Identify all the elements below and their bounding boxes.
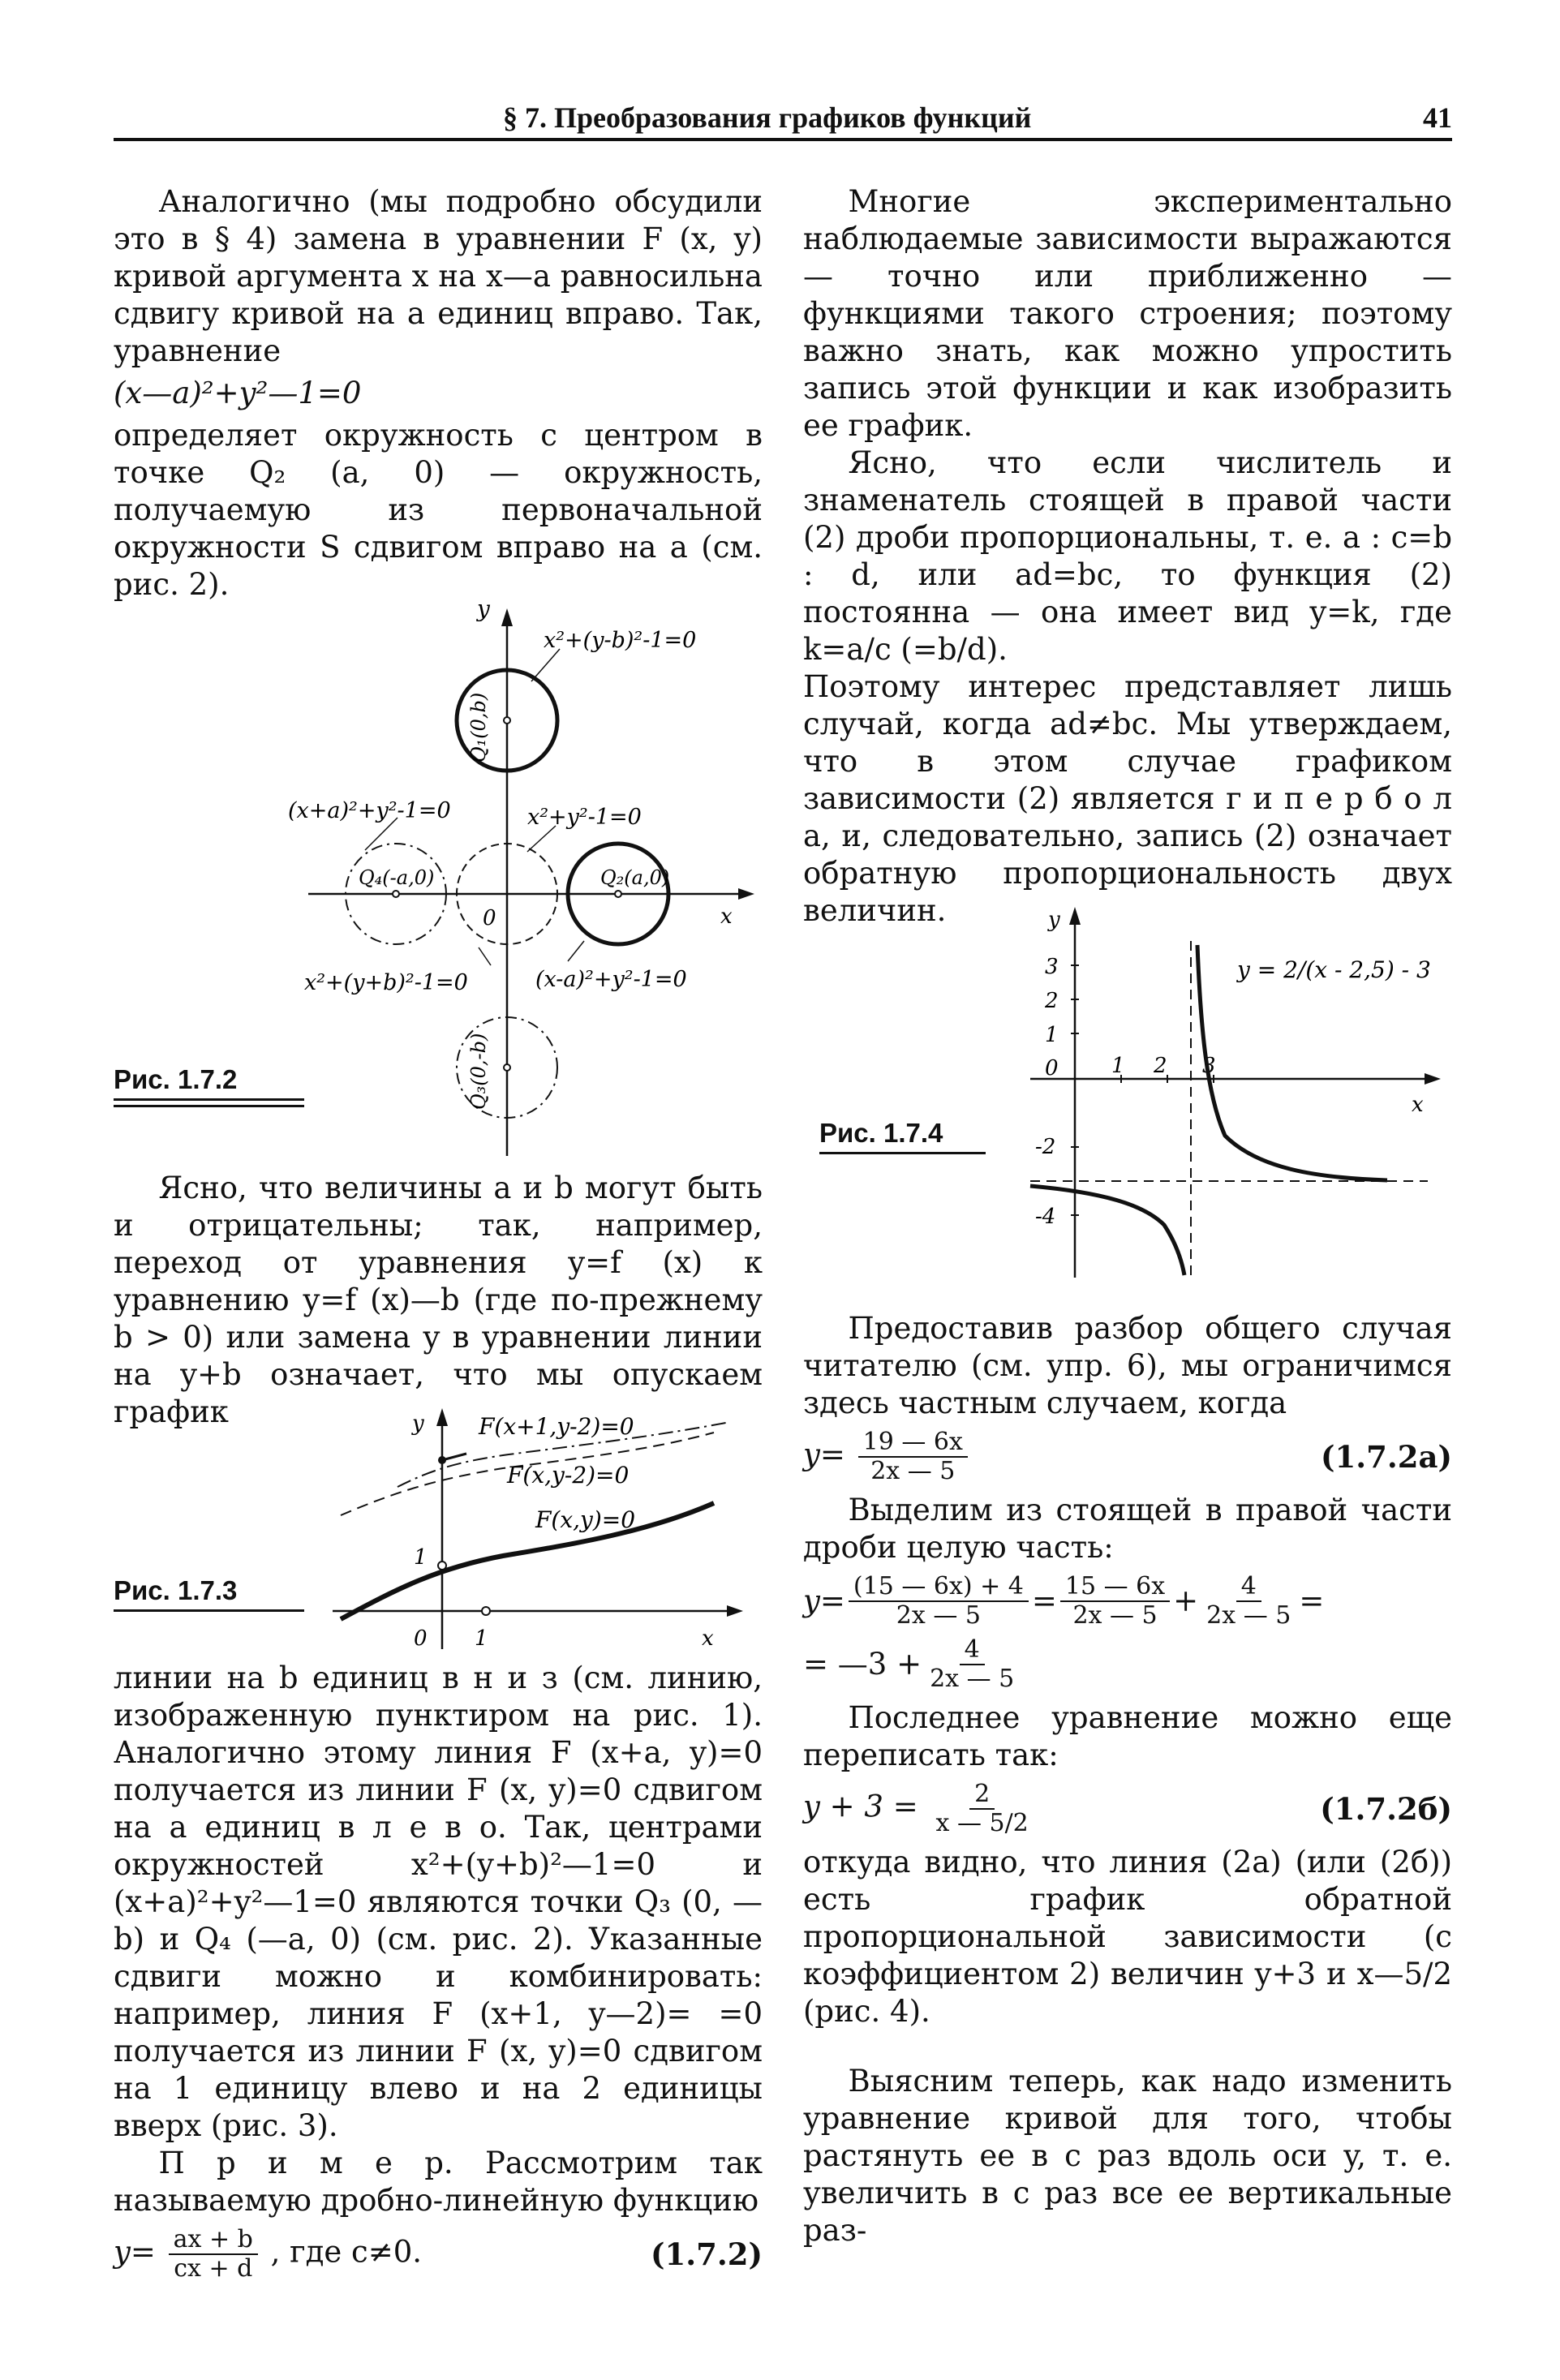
left-paragraph-1: Аналогично (мы подробно обсудили это в § 4) замена в уравнении F (x, y) кривой аргумента x на x—a равносильна сдвигу кривой на a единиц вправо. Так, уравнение bbox=[114, 184, 763, 368]
fig4-caption: Рис. 1.7.4 bbox=[819, 1118, 986, 1154]
eq-d-denominator: x — 5/2 bbox=[935, 1809, 1029, 1837]
right-column-bottom bbox=[803, 1310, 1452, 2249]
fig4-x-arrow bbox=[1425, 1073, 1441, 1085]
fig3-axis-y-label: y bbox=[412, 1411, 424, 1436]
fig2-leader-top bbox=[531, 649, 560, 681]
fig4-ytick-label-3: 3 bbox=[1045, 955, 1059, 979]
eq-a-numerator: 19 — 6x bbox=[858, 1428, 968, 1458]
fig2-label-bottom-left: x²+(y+b)²-1=0 bbox=[304, 970, 468, 995]
figure-1-7-4 bbox=[1006, 900, 1460, 1282]
fig3-label-2: F(x,y-2)=0 bbox=[507, 1462, 630, 1489]
fig3-curve-f bbox=[341, 1503, 714, 1619]
fig3-label-3: F(x,y)=0 bbox=[535, 1506, 636, 1533]
left-paragraph-4: линии на b единиц в н и з (см. линию, изображенную пунктиром на рис. 1). Аналогично этому линия F (x+a, y)=0 получается из линии F (x, y)=0 сдвигом на a единиц в л е в о. Так, центрами окружностей x²+(y+b)²—1=0 и (x+a)²+y²—1=0 являются точки Q₃ (0, —b) и Q₄ (—a, 0) (см. рис. 2). Указанные сдвиги можно и комбинировать: например, линия F (x+1, y—2)= =0 получается из линии F (x, y)=0 сдвигом на 1 единицу влево и на 2 единицы вверх (рис. 3). bbox=[114, 1660, 763, 2143]
equation-1-7-2 bbox=[114, 2226, 763, 2283]
equation-circle-q2: (x—a)²+y²—1=0 bbox=[114, 376, 362, 410]
fig4-ytick-label-0: 0 bbox=[1045, 1056, 1059, 1080]
fig4-xtick-label-1: 1 bbox=[1111, 1054, 1125, 1078]
fig2-label-center: x²+y²-1=0 bbox=[527, 805, 642, 830]
fig3-y-arrow bbox=[436, 1408, 448, 1426]
eq-b2-numerator: 15 — 6x bbox=[1060, 1573, 1170, 1602]
equation-1-7-2b bbox=[803, 1781, 1452, 1837]
fig3-arrow-line bbox=[442, 1454, 466, 1460]
eq-b1-numerator: (15 — 6x) + 4 bbox=[849, 1573, 1029, 1602]
right-paragraph-2: Ясно, что если числитель и знаменатель стоящей в правой части (2) дроби пропорциональны, т. е. a : c=b : d, или ad=bc, то функция (2) постоянна — она имеет вид y=k, где k=a/c (=b/d). bbox=[803, 445, 1452, 667]
fig2-center-q3 bbox=[504, 1064, 510, 1071]
fig3-tick-1y: 1 bbox=[414, 1545, 428, 1570]
left-paragraph-3: Ясно, что величины a и b могут быть и отрицательны; так, например, переход от уравнения y=f (x) к уравнению y=f (x)—b (где по-прежнему b > 0) или замена y в уравнении линии на y+b означает, что мы опускаем график bbox=[114, 1171, 763, 1429]
right-paragraph-4: Предоставив разбор общего случая читателю (см. упр. 6), мы ограничимся здесь частным случаем, когда bbox=[803, 1311, 1452, 1420]
right-column-top bbox=[803, 183, 1452, 930]
fig3-label-1: F(x+1,y-2)=0 bbox=[479, 1413, 634, 1440]
equation-1-7-2a bbox=[803, 1428, 1452, 1485]
right-paragraph-8: Выясним теперь, как надо изменить уравнение кривой для того, чтобы растянуть ее в c раз вдоль оси y, т. е. увеличить в c раз все ее вертикальные раз- bbox=[803, 2064, 1452, 2248]
left-column-top bbox=[114, 183, 763, 604]
equation-decomposition: y= $\frac{(15 — 6x) + 4}{2x — 5}$ = $\frac{15 — 6x}{2x — 5}$ + $\frac{4}{2x — 5}$ = bbox=[803, 1572, 1325, 1630]
fig3-tick-1x: 1 bbox=[475, 1626, 488, 1651]
fig2-leader-bl bbox=[479, 947, 491, 965]
fig2-center-q2 bbox=[615, 891, 621, 897]
fig3-x-arrow bbox=[727, 1605, 743, 1617]
eq-c-lhs: = —3 + bbox=[803, 1647, 922, 1682]
eq-b3-numerator: 4 bbox=[1236, 1573, 1261, 1602]
right-paragraph-5: Выделим из стоящей в правой части дроби целую часть: bbox=[803, 1493, 1452, 1565]
fig2-axis-y-label: y bbox=[477, 600, 490, 622]
left-paragraph-5: П р и м е р. Рассмотрим так называемую дробно-линейную функцию bbox=[114, 2146, 763, 2218]
fig2-label-q3: Q₃(0,-b) bbox=[467, 1033, 490, 1110]
fig2-label-left: (x+a)²+y²-1=0 bbox=[288, 798, 451, 823]
left-paragraph-2: определяет окружность с центром в точке Q₂ (a, 0) — окружность, получаемую из первоначальной окружности S сдвигом вправо на a (см. рис. 2). bbox=[114, 418, 763, 602]
eq-a-lhs: y= bbox=[803, 1437, 845, 1472]
fig3-tick-0: 0 bbox=[414, 1626, 428, 1651]
eq2-label: (1.7.2) bbox=[650, 2236, 763, 2272]
eq-a-label: (1.7.2а) bbox=[1321, 1439, 1452, 1475]
fig2-label-q1: Q₁(0,b) bbox=[467, 692, 490, 763]
figure-1-7-2 bbox=[276, 600, 763, 1160]
fig3-point-1x bbox=[482, 1607, 490, 1615]
right-paragraph-6: Последнее уравнение можно еще переписать так: bbox=[803, 1700, 1452, 1772]
eq2-numerator: ax + b bbox=[169, 2226, 258, 2255]
fig4-y-arrow bbox=[1069, 907, 1081, 925]
left-column-middle bbox=[114, 1170, 763, 1431]
fig3-axis-x-label: x bbox=[702, 1626, 714, 1651]
right-paragraph-3: Поэтому интерес представляет лишь случай, когда ad≠bc. Мы утверждаем, что в этом случае графиком зависимости (2) является г и п е р б о л а, и, следовательно, запись (2) означает обратную пропорциональность двух величин. bbox=[803, 669, 1452, 928]
fig2-center-q1 bbox=[504, 717, 510, 724]
fig2-label-bottom-right: (x-a)²+y²-1=0 bbox=[535, 967, 687, 992]
running-header bbox=[114, 96, 1452, 136]
eq-b3-denominator: 2x — 5 bbox=[1206, 1601, 1291, 1630]
fig2-y-arrow bbox=[501, 608, 513, 626]
eq-c-denominator: 2x — 5 bbox=[930, 1665, 1015, 1693]
fig4-ytick-label-m4: -4 bbox=[1035, 1205, 1056, 1229]
eq2-condition: , где c≠0. bbox=[270, 2234, 423, 2270]
header-rule bbox=[114, 138, 1452, 141]
right-paragraph-1: Многие экспериментально наблюдаемые зависимости выражаются — точно или приближенно — функциями такого строения; поэтому важно знать, как можно упростить запись этой функции и как изобразить ее график. bbox=[803, 184, 1452, 443]
eq2-denominator: cx + d bbox=[174, 2254, 253, 2283]
fig2-caption: Рис. 1.7.2 bbox=[114, 1064, 304, 1101]
fig4-axis-x-label: x bbox=[1412, 1093, 1424, 1117]
fig4-ytick-label-m2: -2 bbox=[1035, 1135, 1056, 1159]
fig2-label-top: x²+(y-b)²-1=0 bbox=[544, 628, 697, 653]
equation-simplified bbox=[803, 1636, 1452, 1693]
fig2-caption-rule bbox=[114, 1105, 304, 1107]
fig2-leader-br bbox=[568, 941, 584, 961]
fig4-axis-y-label: y bbox=[1048, 908, 1060, 932]
eq-d-numerator: 2 bbox=[969, 1781, 995, 1810]
eq-c-numerator: 4 bbox=[960, 1636, 985, 1665]
fig2-center-q4 bbox=[393, 891, 399, 897]
fig4-ytick-label-2: 2 bbox=[1045, 989, 1059, 1013]
eq-d-lhs: y + 3 = bbox=[803, 1789, 918, 1824]
fig4-xtick-label-2: 2 bbox=[1154, 1054, 1167, 1078]
eq-b2-denominator: 2x — 5 bbox=[1072, 1601, 1158, 1630]
fig2-x-arrow bbox=[738, 888, 754, 900]
eq-d-label: (1.7.2б) bbox=[1320, 1791, 1452, 1827]
eq2-lhs: y= bbox=[114, 2234, 156, 2270]
fig4-equation: y = 2/(x - 2,5) - 3 bbox=[1237, 956, 1431, 983]
page-number: 41 bbox=[1423, 101, 1452, 134]
fig2-axis-x-label: x bbox=[720, 904, 733, 929]
fig4-xtick-label-3: 3 bbox=[1202, 1054, 1216, 1078]
right-paragraph-7: откуда видно, что линия (2а) (или (2б)) есть график обратной пропорциональной зависимости (с коэффициентом 2) величин y+3 и x—5/2 (рис. 4). bbox=[803, 1845, 1452, 2029]
fig2-origin-label: 0 bbox=[483, 906, 496, 930]
fig3-caption: Рис. 1.7.3 bbox=[114, 1575, 304, 1612]
fig2-label-q4: Q₄(-a,0) bbox=[359, 866, 435, 889]
header-title: § 7. Преобразования графиков функций bbox=[503, 101, 1032, 134]
eq-a-denominator: 2x — 5 bbox=[870, 1457, 956, 1485]
fig4-ytick-label-1: 1 bbox=[1045, 1023, 1059, 1047]
left-column-bottom bbox=[114, 1660, 763, 2289]
fig2-label-q2: Q₂(a,0) bbox=[600, 866, 670, 889]
eq-b1-denominator: 2x — 5 bbox=[896, 1601, 981, 1630]
fig4-branch-left bbox=[1030, 1186, 1184, 1275]
figure-1-7-3 bbox=[308, 1402, 763, 1653]
